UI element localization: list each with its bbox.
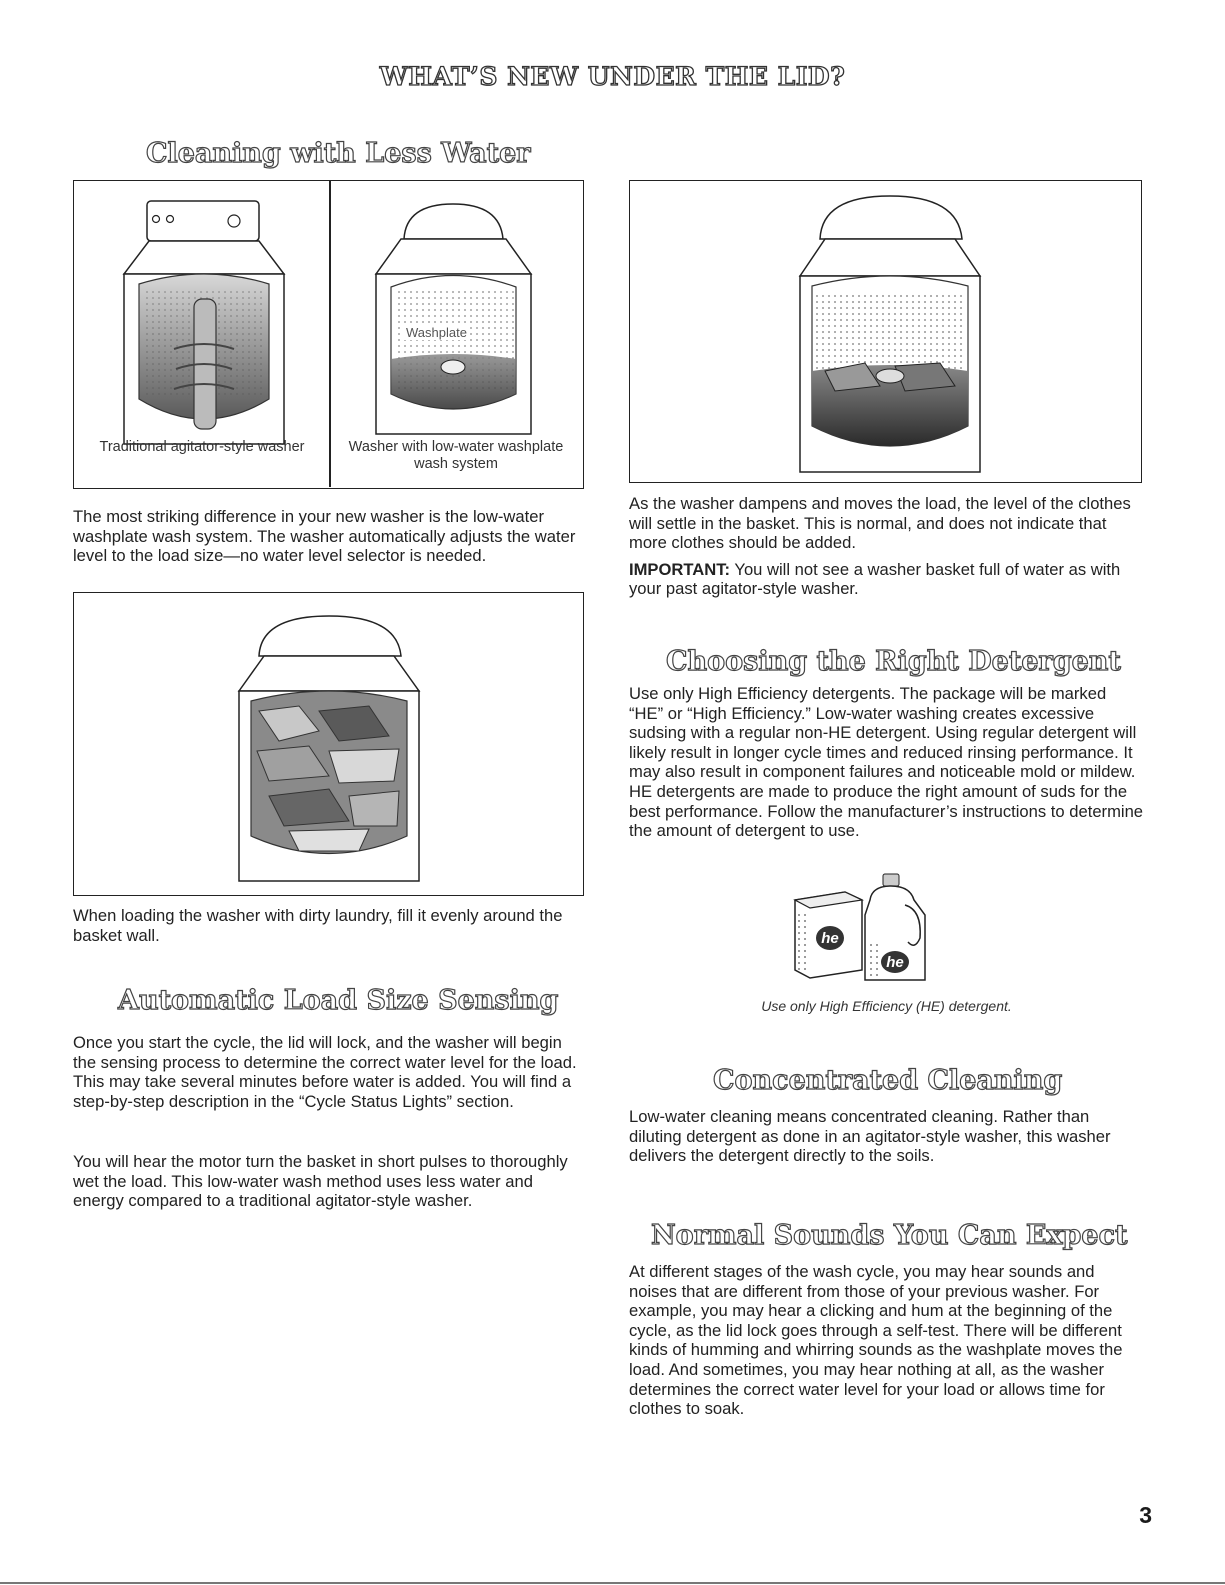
figure-loaded-basket bbox=[73, 592, 584, 896]
paragraph-sounds bbox=[629, 1262, 1144, 1419]
he-detergent-illustration bbox=[790, 870, 940, 985]
important-text: You will not see a washer basket full of water as with your past agitator-style washer. bbox=[629, 559, 1121, 599]
page-title: WHAT’S NEW UNDER THE LID? bbox=[379, 62, 846, 91]
caption-traditional-washer: Traditional agitator-style washer bbox=[99, 439, 305, 455]
heading-load-sensing: Automatic Load Size Sensing bbox=[118, 985, 559, 1016]
paragraph-detergent bbox=[629, 684, 1144, 841]
text-load-sensing-2: You will hear the motor turn the basket in short pulses to thoroughly wet the load. This low-water wash method uses less water and energy compared to a traditional agitator-style washer. bbox=[73, 1152, 568, 1211]
washplate-washer-illustration bbox=[366, 199, 541, 449]
text-concentrated: Low-water cleaning means concentrated cleaning. Rather than diluting detergent as done in an agitator-style washer, this washer delivers the detergent directly to the soils. bbox=[629, 1107, 1111, 1166]
text-loading-caption: When loading the washer with dirty laundry, fill it evenly around the basket wall. bbox=[73, 906, 563, 945]
figure-divider bbox=[329, 181, 331, 487]
text-important bbox=[629, 560, 1139, 599]
paragraph-load-sensing-2 bbox=[73, 1152, 588, 1211]
paragraph-load-sensing-1 bbox=[73, 1033, 588, 1111]
heading-detergent: Choosing the Right Detergent bbox=[666, 646, 1121, 677]
text-sounds: At different stages of the wash cycle, you may hear sounds and noises that are different from those of your previous washer. For example, you may hear a clicking and hum at the beginning of the cycle, as the lid lock goes through a self-test. There will be different kinds of humming and whirring sounds as the washplate moves the load. And sometimes, you may hear nothing at all, as the washer determines the correct water level for your load or allows time for clothes to soak. bbox=[629, 1262, 1123, 1419]
heading-cleaning-less-water: Cleaning with Less Water bbox=[146, 138, 531, 169]
page-number: 3 bbox=[1139, 1502, 1152, 1528]
text-less-water: The most striking difference in your new washer is the low-water washplate wash system. The washer automatically adjusts the water level to the load size—no water level selector is needed. bbox=[73, 507, 576, 566]
heading-sounds: Normal Sounds You Can Expect bbox=[651, 1220, 1128, 1251]
loaded-washer-illustration bbox=[229, 611, 429, 886]
figure-washer-comparison bbox=[73, 180, 584, 489]
heading-concentrated: Concentrated Cleaning bbox=[713, 1065, 1063, 1096]
paragraph-dampen bbox=[629, 494, 1139, 599]
important-label: IMPORTANT: bbox=[629, 559, 731, 579]
text-dampen: As the washer dampens and moves the load, the level of the clothes will settle in the basket. This is normal, and does not indicate that more clothes should be added. bbox=[629, 494, 1131, 553]
figure-settled-load bbox=[629, 180, 1142, 483]
caption-washplate-washer: Washer with low-water washplate wash system bbox=[348, 439, 564, 472]
he-logo-bottle: he bbox=[886, 954, 904, 971]
paragraph-loading bbox=[73, 906, 588, 945]
paragraph-concentrated bbox=[629, 1107, 1144, 1166]
text-load-sensing-1: Once you start the cycle, the lid will lock, and the washer will begin the sensing process to determine the correct water level for the load. This may take several minutes before water is added. You will find a step-by-step description in the “Cycle Status Lights” section. bbox=[73, 1033, 577, 1111]
label-washplate: Washplate bbox=[406, 325, 467, 340]
caption-he-detergent: Use only High Efficiency (HE) detergent. bbox=[761, 998, 1012, 1014]
paragraph-less-water bbox=[73, 507, 588, 566]
bottom-rule bbox=[0, 1582, 1225, 1584]
settled-load-illustration bbox=[790, 191, 990, 479]
he-logo-box: he bbox=[821, 930, 839, 947]
agitator-washer-illustration bbox=[114, 199, 289, 449]
text-detergent: Use only High Efficiency detergents. The package will be marked “HE” or “High Efficiency.” Low-water washing creates excessive sudsing with a regular non-HE detergent. Using regular detergent will likely result in longer cycle times and reduced rinsing performance. It may also result in component failures and noticeable mold or mildew. HE detergents are made to produce the right amount of suds for the best performance. Follow the manufacturer’s instructions to determine the amount of detergent to use. bbox=[629, 684, 1144, 841]
